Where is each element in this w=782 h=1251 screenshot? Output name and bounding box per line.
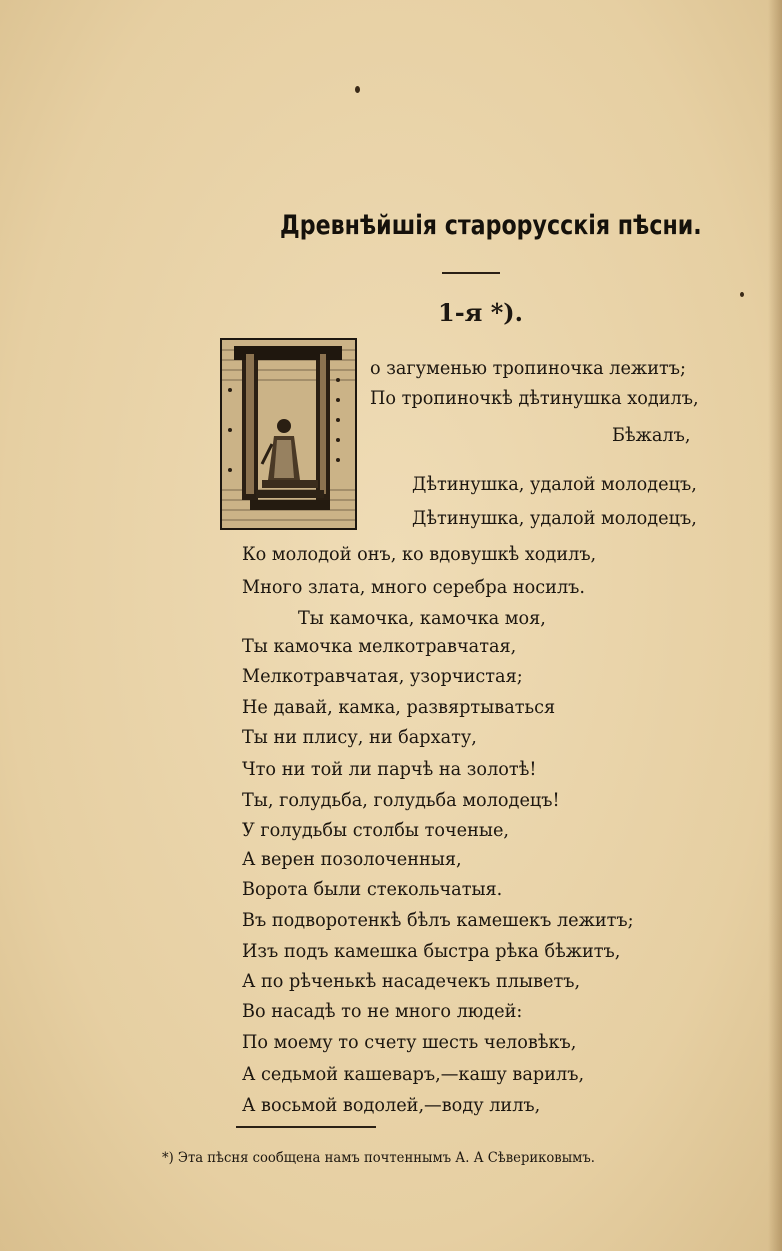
verse-line: Не давай, камка, развяртываться: [242, 696, 556, 718]
title-divider: [442, 272, 500, 274]
footnote: *) Эта пѣсня сообщена намъ почтеннымъ А. А Сѣвериковымъ.: [162, 1150, 595, 1166]
verse-line: Много злата, много серебра носилъ.: [242, 576, 586, 598]
song-number: 1-я *).: [438, 298, 524, 327]
verse-line: Ты, голудьба, голудьба молодецъ!: [242, 789, 560, 811]
verse-line: Что ни той ли парчѣ на золотѣ!: [242, 758, 537, 780]
verse-line: А верен позолоченныя,: [242, 848, 462, 870]
verse-line: Ты камочка, камочка моя,: [298, 607, 546, 629]
footnote-divider: [236, 1126, 376, 1128]
verse-line: Ворота были стекольчатыя.: [242, 878, 503, 900]
verse-line: о загуменью тропиночка лежитъ;: [370, 357, 686, 379]
verse-line: Бѣжалъ,: [612, 424, 691, 446]
page-title: Древнѣйшія старорусскія пѣсни.: [280, 210, 702, 241]
verse-line: А по рѣченькѣ насадечекъ плыветъ,: [242, 970, 581, 992]
verse-line: По моему то счету шесть человѣкъ,: [242, 1031, 577, 1053]
verse-line: По тропиночкѣ дѣтинушка ходилъ,: [370, 387, 699, 409]
verse-line: А седьмой кашеваръ,—кашу варилъ,: [242, 1063, 585, 1085]
verse-line: У голудьбы столбы точеные,: [242, 819, 510, 841]
verse-line: Ты ни плису, ни бархату,: [242, 726, 477, 748]
verse-line: Ко молодой онъ, ко вдовушкѣ ходилъ,: [242, 543, 597, 565]
verse-line: Дѣтинушка, удалой молодецъ,: [412, 507, 697, 529]
verse-line: Изъ подъ камешка быстра рѣка бѣжитъ,: [242, 940, 621, 962]
verse-line: Въ подворотенкѣ бѣлъ камешекъ лежитъ;: [242, 909, 634, 931]
verse-line: Во насадѣ то не много людей:: [242, 1000, 523, 1022]
page-edge-shadow: [768, 0, 782, 1251]
verse-line: Ты камочка мелкотравчатая,: [242, 635, 517, 657]
ink-speck: [355, 86, 360, 93]
verse-line: Дѣтинушка, удалой молодецъ,: [412, 473, 697, 495]
decorative-initial-letter-P-icon: [220, 338, 357, 530]
ink-speck: [740, 292, 744, 297]
verse-line: Мелкотравчатая, узорчистая;: [242, 665, 523, 687]
verse-line: А восьмой водолей,—воду лилъ,: [242, 1094, 541, 1116]
